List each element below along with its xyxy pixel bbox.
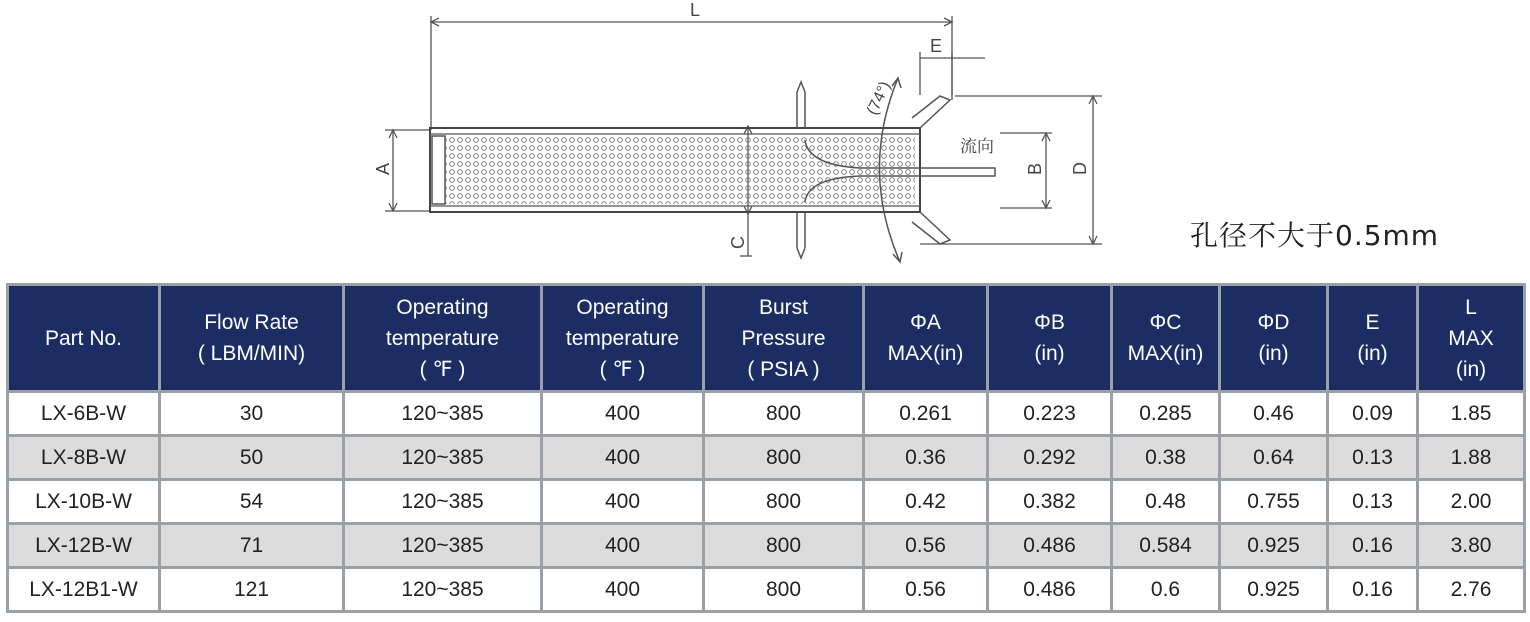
header-line: ΦB [1034,311,1065,334]
dim-label-E: E [930,36,943,56]
header-phi-a [864,285,988,392]
cell-operating-temp-1: 120~385 [344,568,542,612]
cell-operating-temp-1: 120~385 [344,392,542,436]
table-row [8,436,1525,480]
header-phi-c [1112,285,1220,392]
cell-operating-temp-2: 400 [542,392,704,436]
header-line: Operating [396,295,489,319]
dim-label-A: A [373,162,393,175]
header-line: MAX(in) [887,342,964,365]
header-line: temperature [385,326,500,350]
cell-flow-rate: 30 [160,392,344,436]
header-line: ΦD [1257,311,1290,334]
header-e [1328,285,1418,392]
header-part-no [8,285,160,392]
cell-phi-a: 0.56 [864,568,988,612]
cell-l-max: 1.88 [1418,436,1525,480]
hole-size-note: 孔径不大于0.5mm [1190,219,1440,252]
header-line: ΦC [1149,311,1182,334]
cell-part-no: LX-12B-W [8,524,160,568]
header-line: (in) [1034,342,1065,365]
cell-phi-c: 0.38 [1112,436,1220,480]
cell-flow-rate: 71 [160,524,344,568]
cell-l-max: 2.76 [1418,568,1525,612]
cell-phi-a: 0.56 [864,524,988,568]
header-burst-pressure [704,285,864,392]
header-line: ( LBM/MIN) [197,342,306,365]
cell-l-max: 3.80 [1418,524,1525,568]
header-phi-d [1220,285,1328,392]
cell-phi-c: 0.584 [1112,524,1220,568]
header-line: Operating [576,295,669,319]
cell-phi-c: 0.6 [1112,568,1220,612]
header-line: (in) [1357,342,1388,365]
cell-phi-b: 0.382 [988,480,1112,524]
dim-label-L: L [690,0,701,20]
header-line: ( PSIA ) [747,357,820,381]
cell-phi-d: 0.755 [1220,480,1328,524]
cell-operating-temp-2: 400 [542,524,704,568]
cell-part-no: LX-12B1-W [8,568,160,612]
cell-operating-temp-1: 120~385 [344,524,542,568]
cell-burst-pressure: 800 [704,436,864,480]
cell-flow-rate: 50 [160,436,344,480]
cell-phi-a: 0.36 [864,436,988,480]
dim-label-D: D [1070,162,1090,175]
table-row [8,480,1525,524]
cell-phi-b: 0.292 [988,436,1112,480]
cell-e: 0.09 [1328,392,1418,436]
cell-operating-temp-1: 120~385 [344,436,542,480]
header-line: ΦA [910,311,941,334]
cell-phi-d: 0.925 [1220,524,1328,568]
dim-label-C: C [728,236,748,249]
dim-label-B: B [1025,162,1045,175]
header-operating-temp-1 [344,285,542,392]
table-row [8,392,1525,436]
cell-e: 0.13 [1328,480,1418,524]
cell-e: 0.16 [1328,524,1418,568]
cell-phi-d: 0.46 [1220,392,1328,436]
cell-phi-a: 0.42 [864,480,988,524]
cell-burst-pressure: 800 [704,480,864,524]
cell-flow-rate: 121 [160,568,344,612]
header-flow-rate [160,285,344,392]
cell-e: 0.16 [1328,568,1418,612]
header-line: Burst [758,295,808,319]
header-phi-b [988,285,1112,392]
header-line: temperature [565,326,680,350]
cell-phi-a: 0.261 [864,392,988,436]
angle-label: (74°) [864,78,895,118]
header-line: MAX [1448,326,1494,350]
header-line: (in) [1455,357,1487,381]
cell-phi-b: 0.486 [988,524,1112,568]
cell-l-max: 1.85 [1418,392,1525,436]
table-header-row [8,285,1525,392]
cell-phi-b: 0.486 [988,568,1112,612]
header-line: ( ℉ ) [599,357,646,381]
cell-burst-pressure: 800 [704,568,864,612]
cell-operating-temp-2: 400 [542,436,704,480]
header-operating-temp-2 [542,285,704,392]
cell-l-max: 2.00 [1418,480,1525,524]
cell-part-no: LX-6B-W [8,392,160,436]
cell-part-no: LX-8B-W [8,436,160,480]
cell-phi-d: 0.925 [1220,568,1328,612]
flow-direction-label: 流向 [960,137,994,157]
cell-burst-pressure: 800 [704,524,864,568]
header-line: Flow Rate [204,311,299,334]
header-line: Part No. [44,326,123,350]
header-l-max [1418,285,1525,392]
cell-operating-temp-2: 400 [542,568,704,612]
cell-part-no: LX-10B-W [8,480,160,524]
header-line: MAX(in) [1127,342,1204,365]
cell-operating-temp-2: 400 [542,480,704,524]
cell-phi-c: 0.48 [1112,480,1220,524]
spec-table [6,283,1526,613]
table-row [8,568,1525,612]
table-row [8,524,1525,568]
cell-flow-rate: 54 [160,480,344,524]
cell-phi-b: 0.223 [988,392,1112,436]
cell-operating-temp-1: 120~385 [344,480,542,524]
header-line: ( ℉ ) [419,357,466,381]
cell-burst-pressure: 800 [704,392,864,436]
header-line: Pressure [741,326,826,350]
cell-phi-d: 0.64 [1220,436,1328,480]
header-line: E [1365,311,1380,334]
cell-e: 0.13 [1328,436,1418,480]
header-line: (in) [1258,342,1289,365]
cell-phi-c: 0.285 [1112,392,1220,436]
header-line: L [1465,295,1477,319]
